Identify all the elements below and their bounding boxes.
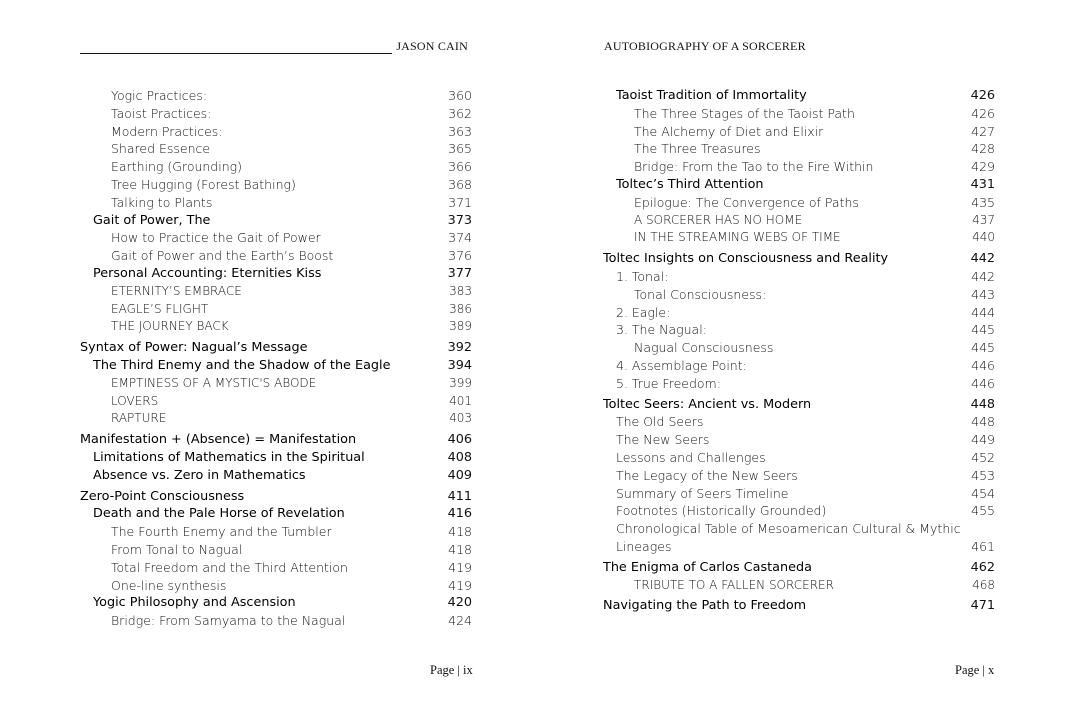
toc-entry-title: Taoist Tradition of Immortality <box>616 88 807 103</box>
toc-entry[interactable] <box>80 229 472 247</box>
toc-entry-page-number: 365 <box>448 141 472 157</box>
toc-entry-page-number: 401 <box>449 393 472 408</box>
toc-entry[interactable] <box>603 597 995 615</box>
toc-entry-page-number: 437 <box>972 212 995 227</box>
toc-entry-title: Death and the Pale Horse of Revelation <box>93 506 345 522</box>
toc-entry-title: Toltec Seers: Ancient vs. Modern <box>603 396 812 412</box>
toc-entry-title: Yogic Philosophy and Ascension <box>93 595 296 611</box>
toc-entry[interactable] <box>80 488 472 506</box>
toc-entry-page-number: 442 <box>971 268 995 284</box>
toc-entry-page-number: 444 <box>971 304 995 320</box>
toc-entry-title: A SORCERER HAS NO HOME <box>634 212 803 227</box>
toc-entry[interactable] <box>80 265 472 283</box>
toc-entry-page-number: 426 <box>970 88 995 103</box>
toc-entry-title: Bridge: From the Tao to the Fire Within <box>634 159 874 175</box>
toc-entry-page-number: 392 <box>447 340 472 356</box>
toc-entry[interactable] <box>603 559 995 577</box>
toc-entry-page-number: 373 <box>447 212 472 228</box>
toc-entry-title: Talking to Plants <box>111 194 213 210</box>
toc-entry-page-number: 366 <box>448 159 472 175</box>
toc-entry-title: The Old Seers <box>616 414 704 430</box>
toc-entry[interactable] <box>603 485 995 503</box>
toc-entry-title: Limitations of Mathematics in the Spiritual <box>93 449 365 465</box>
toc-entry-page-number: 409 <box>447 467 472 483</box>
toc-entry-page-number: 426 <box>971 105 995 121</box>
toc-entry-page-number: 360 <box>448 88 472 103</box>
toc-entry-page-number: 446 <box>971 357 995 373</box>
toc-entry-title: Gait of Power, The <box>93 212 211 228</box>
toc-entry-page-number: 416 <box>447 506 472 522</box>
toc-entry-title: Toltec Insights on Consciousness and Reality <box>603 251 889 267</box>
toc-entry-page-number: 468 <box>972 577 995 592</box>
toc-entry[interactable] <box>603 375 995 393</box>
toc-entry-page-number: 377 <box>447 265 472 281</box>
toc-entry-title: RAPTURE <box>111 411 167 426</box>
toc-entry-title: 4. Assemblage Point: <box>616 357 747 373</box>
toc-entry[interactable] <box>603 431 995 449</box>
toc-entry-title: The Third Enemy and the Shadow of the Eagle <box>93 357 391 373</box>
toc-entry-page-number: 449 <box>971 432 995 448</box>
toc-entry[interactable] <box>603 250 995 268</box>
toc-entry-title: EAGLE’S FLIGHT <box>111 301 209 316</box>
toc-entry-title: EMPTINESS OF A MYSTIC'S ABODE <box>111 375 317 390</box>
toc-entry-page-number: 371 <box>448 194 472 210</box>
toc-entry-page-number: 453 <box>971 467 995 483</box>
toc-entry[interactable] <box>80 541 472 559</box>
toc-entry[interactable] <box>80 505 472 523</box>
toc-entry-title: 2. Eagle: <box>616 304 671 320</box>
toc-entry-page-number: 440 <box>972 230 995 245</box>
toc-entry[interactable] <box>80 105 472 123</box>
toc-entry[interactable] <box>80 318 472 336</box>
toc-entry[interactable] <box>80 467 472 485</box>
toc-entry[interactable] <box>80 357 472 375</box>
toc-entry-title: Navigating the Path to Freedom <box>603 598 807 614</box>
toc-entry-title: Manifestation + (Absence) = Manifestation <box>80 432 357 448</box>
toc-entry-page-number: 408 <box>447 449 472 465</box>
toc-entry-title: Absence vs. Zero in Mathematics <box>93 467 306 483</box>
toc-entry-title: TRIBUTE TO A FALLEN SORCERER <box>634 577 834 592</box>
toc-entry[interactable] <box>80 612 472 630</box>
left-running-header <box>80 39 468 54</box>
toc-entry[interactable] <box>80 140 472 158</box>
toc-entry[interactable] <box>603 502 995 520</box>
toc-entry-title: The Three Stages of the Taoist Path <box>634 105 855 121</box>
toc-entry[interactable] <box>80 176 472 194</box>
toc-entry-page-number: 419 <box>448 577 472 593</box>
toc-entry[interactable] <box>80 87 472 105</box>
toc-entry[interactable] <box>80 283 472 301</box>
toc-entry-title: Toltec’s Third Attention <box>616 176 764 192</box>
toc-entry[interactable] <box>603 304 995 322</box>
right-page-number: Page | x <box>955 663 995 677</box>
toc-entry-title: 3. The Nagual: <box>616 322 707 338</box>
header-rule <box>80 42 392 54</box>
toc-entry-page-number: 445 <box>971 322 995 338</box>
toc-entry[interactable] <box>603 467 995 485</box>
toc-entry-title: Lessons and Challenges <box>616 449 766 465</box>
toc-entry[interactable] <box>603 212 995 230</box>
toc-entry-title: Yogic Practices: <box>111 88 208 103</box>
toc-entry[interactable] <box>80 375 472 393</box>
toc-entry-title: Summary of Seers Timeline <box>616 485 789 501</box>
toc-entry-page-number: 429 <box>971 159 995 175</box>
toc-entry-title: The New Seers <box>616 432 710 448</box>
toc-entry-title: Tonal Consciousness: <box>634 286 767 302</box>
toc-entry-title: One-line synthesis <box>111 577 227 593</box>
toc-entry-page-number: 424 <box>448 613 472 629</box>
toc-entry[interactable] <box>80 247 472 265</box>
toc-entry-page-number: 428 <box>971 141 995 157</box>
toc-entry-page-number: 406 <box>447 432 472 448</box>
toc-entry[interactable] <box>80 577 472 595</box>
toc-entry[interactable] <box>603 396 995 414</box>
toc-entry-page-number: 452 <box>971 449 995 465</box>
toc-entry[interactable] <box>603 105 995 123</box>
toc-entry-page-number: 389 <box>449 319 472 334</box>
toc-entry-title: The Enigma of Carlos Castaneda <box>603 559 812 575</box>
toc-entry-title: LOVERS <box>111 393 159 408</box>
toc-entry-title: Gait of Power and the Earth’s Boost <box>111 248 334 264</box>
toc-entry[interactable] <box>603 194 995 212</box>
toc-entry[interactable] <box>603 268 995 286</box>
toc-entry-page-number: 448 <box>971 414 995 430</box>
toc-entry-page-number: 471 <box>970 598 995 614</box>
toc-entry[interactable] <box>603 123 995 141</box>
toc-entry-page-number: 403 <box>449 411 472 426</box>
toc-entry[interactable] <box>603 520 995 556</box>
toc-entry-page-number: 386 <box>449 301 472 316</box>
toc-entry-page-number: 435 <box>971 194 995 210</box>
author-name: JASON CAIN <box>396 39 468 53</box>
toc-entry[interactable] <box>80 123 472 141</box>
toc-entry-page-number: 418 <box>448 524 472 540</box>
toc-entry[interactable] <box>603 357 995 375</box>
toc-entry-page-number: 411 <box>447 488 472 504</box>
toc-entry[interactable] <box>80 158 472 176</box>
toc-entry[interactable] <box>603 176 995 194</box>
right-toc-list <box>603 87 995 615</box>
left-toc-list <box>80 87 472 630</box>
toc-entry-title: Chronological Table of Mesoamerican Cultural & Mythic Lineages <box>616 521 961 554</box>
toc-entry-title: 5. True Freedom: <box>616 375 721 391</box>
toc-entry-title: Earthing (Grounding) <box>111 159 243 175</box>
toc-entry-page-number: 399 <box>449 375 472 390</box>
toc-entry-page-number: 431 <box>970 176 995 192</box>
toc-entry[interactable] <box>603 140 995 158</box>
toc-entry[interactable] <box>80 594 472 612</box>
toc-entry[interactable] <box>603 413 995 431</box>
toc-entry-title: Footnotes (Historically Grounded) <box>616 503 827 519</box>
toc-entry-page-number: 383 <box>449 283 472 298</box>
toc-entry[interactable] <box>80 301 472 319</box>
toc-entry-page-number: 445 <box>971 340 995 356</box>
toc-entry[interactable] <box>80 393 472 411</box>
toc-entry-title: Taoist Practices: <box>111 105 212 121</box>
toc-entry-title: 1. Tonal: <box>616 268 669 284</box>
toc-entry-page-number: 363 <box>448 123 472 139</box>
toc-entry-title: Syntax of Power: Nagual’s Message <box>80 340 308 356</box>
toc-entry[interactable] <box>603 158 995 176</box>
toc-entry[interactable] <box>603 577 995 595</box>
toc-entry-title: Modern Practices: <box>111 123 223 139</box>
toc-entry[interactable] <box>603 321 995 339</box>
toc-entry[interactable] <box>80 339 472 357</box>
left-page-number: Page | ix <box>430 663 473 677</box>
toc-entry-title: THE JOURNEY BACK <box>111 319 229 334</box>
toc-entry[interactable] <box>80 431 472 449</box>
toc-entry-page-number: 455 <box>971 503 995 519</box>
toc-entry[interactable] <box>603 286 995 304</box>
right-running-header: AUTOBIOGRAPHY OF A SORCERER <box>604 39 806 53</box>
toc-entry-title: The Alchemy of Diet and Elixir <box>634 123 824 139</box>
toc-entry-page-number: 419 <box>448 559 472 575</box>
toc-entry-page-number: 420 <box>447 595 472 611</box>
toc-entry[interactable] <box>80 410 472 428</box>
toc-entry-title: The Legacy of the New Seers <box>616 467 798 483</box>
toc-entry-page-number: 446 <box>971 375 995 391</box>
toc-entry-title: Nagual Consciousness <box>634 340 774 356</box>
toc-entry-title: Shared Essence <box>111 141 211 157</box>
toc-entry-title: Personal Accounting: Eternities Kiss <box>93 265 322 281</box>
toc-entry-page-number: 461 <box>971 538 995 554</box>
toc-entry[interactable] <box>603 449 995 467</box>
toc-entry[interactable] <box>603 229 995 247</box>
toc-entry-title: Tree Hugging (Forest Bathing) <box>111 176 296 192</box>
toc-entry-page-number: 442 <box>970 251 995 267</box>
toc-entry-page-number: 443 <box>971 286 995 302</box>
toc-entry[interactable] <box>80 523 472 541</box>
toc-entry-page-number: 362 <box>448 105 472 121</box>
toc-entry-title: From Tonal to Nagual <box>111 541 243 557</box>
toc-entry-page-number: 376 <box>448 248 472 264</box>
toc-entry-title: The Fourth Enemy and the Tumbler <box>111 524 332 540</box>
toc-entry-title: IN THE STREAMING WEBS OF TIME <box>634 230 841 245</box>
toc-entry[interactable] <box>80 559 472 577</box>
toc-entry-title: How to Practice the Gait of Power <box>111 230 321 246</box>
toc-entry-title: The Three Treasures <box>634 141 761 157</box>
toc-entry-title: ETERNITY’S EMBRACE <box>111 283 242 298</box>
toc-entry-title: Epilogue: The Convergence of Paths <box>634 194 859 210</box>
toc-entry[interactable] <box>80 212 472 230</box>
toc-entry-page-number: 462 <box>970 559 995 575</box>
toc-entry[interactable] <box>80 194 472 212</box>
toc-entry-title: Bridge: From Samyama to the Nagual <box>111 613 346 629</box>
toc-entry-page-number: 418 <box>448 541 472 557</box>
toc-entry[interactable] <box>80 449 472 467</box>
toc-entry-page-number: 454 <box>971 485 995 501</box>
toc-entry-title: Total Freedom and the Third Attention <box>111 559 348 575</box>
toc-entry-page-number: 427 <box>971 123 995 139</box>
toc-entry-page-number: 394 <box>447 357 472 373</box>
toc-entry-page-number: 368 <box>448 176 472 192</box>
right-page <box>540 0 1080 720</box>
toc-entry[interactable] <box>603 339 995 357</box>
toc-entry[interactable] <box>603 87 995 105</box>
toc-entry-page-number: 448 <box>970 396 995 412</box>
toc-entry-title: Zero-Point Consciousness <box>80 488 245 504</box>
toc-entry-page-number: 374 <box>448 230 472 246</box>
